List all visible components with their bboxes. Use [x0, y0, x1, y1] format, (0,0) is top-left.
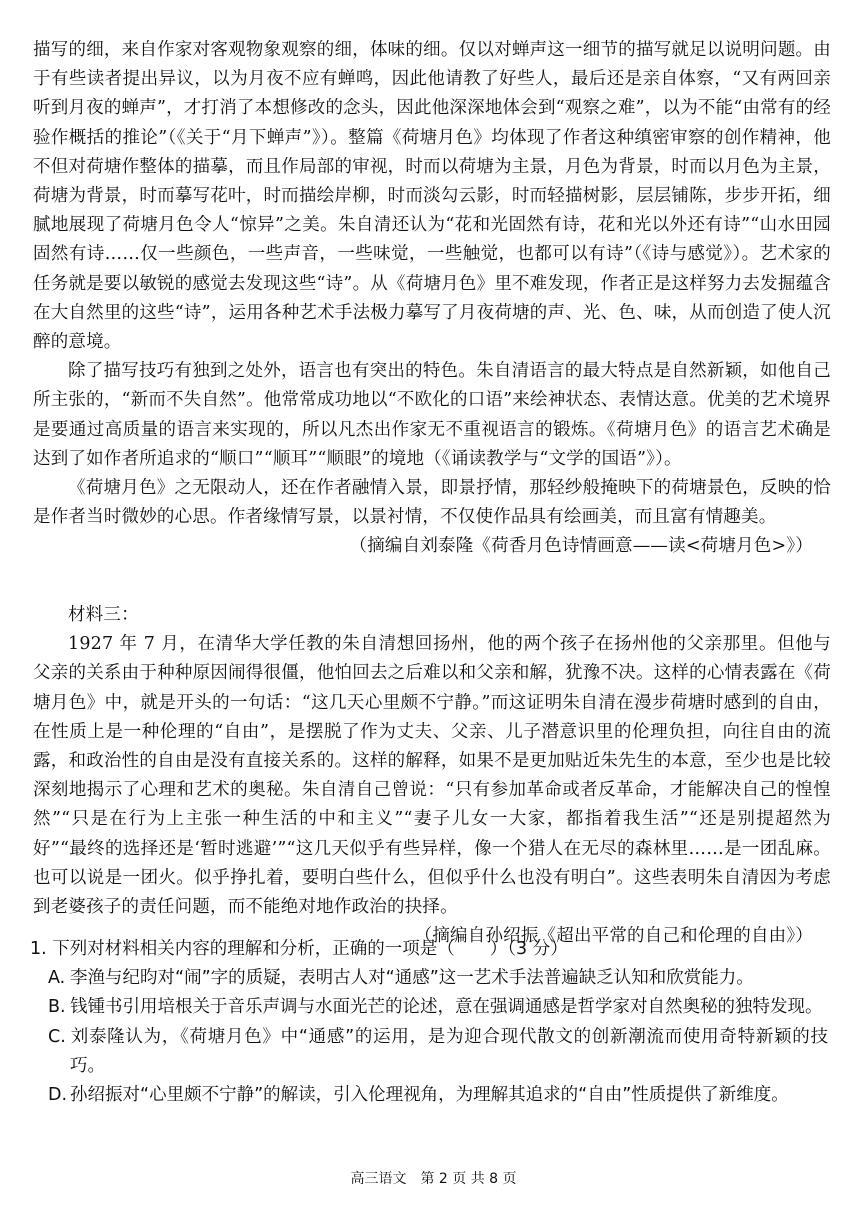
option-text: 钱锺书引用培根关于音乐声调与水面光芒的论述，意在强调通感是哲学家对自然奥秘的独特发现。	[70, 997, 823, 1018]
option-letter: B.	[48, 997, 66, 1018]
paragraph-language: 除了描写技巧有独到之处外，语言也有突出的特色。朱自清语言的最大特点是自然新颖，如他自己所主张的，“新而不失自然”。他常常成功地以“不欧化的口语”来绘神状态、表情达意。优美的艺术境界是要通过高质量的语言来实现的，所以凡杰出作家无不重视语言的锻炼。《荷塘月色》的语言艺术确是达到了如作者所追求的“顺口”“顺耳”“顺眼”的境地（《诵读教学与“文学的国语”》）。	[33, 361, 831, 469]
option-text: 刘泰隆认为，《荷塘月色》中“通感”的运用，是为迎合现代散文的创新潮流而使用奇特新颖的技巧。	[70, 1026, 828, 1076]
option-letter: A.	[48, 968, 66, 989]
material-two-continued	[33, 36, 831, 562]
option-letter: D.	[48, 1085, 68, 1106]
material-three-heading: 材料三：	[68, 605, 139, 625]
paragraph-observation: 描写的细，来自作家对客观物象观察的细，体味的细。仅以对蝉声这一细节的描写就足以说明问题。由于有些读者提出异议，以为月夜不应有蝉鸣，因此他请教了好些人，最后还是亲自体察，“又有两回亲听到月夜的蝉声”，才打消了本想修改的念头，因此他深深地体会到“观察之难”，以为不能“由常有的经验作概括的推论”（《关于“月下蝉声”》）。整篇《荷塘月色》均体现了作者这种缜密审察的创作精神，他不但对荷塘作整体的描摹，而且作局部的审视，时而以荷塘为主景，月色为背景，时而以月色为主景，荷塘为背景，时而摹写花叶，时而描绘岸柳，时而淡勾云影，时而轻描树影，层层铺陈，步步开拓，细腻地展现了荷塘月色令人“惊异”之美。朱自清还认为“花和光固然有诗，花和光以外还有诗”“山水田园固然有诗……仅一些颜色，一些声音，一些味觉，一些触觉，也都可以有诗”（《诗与感觉》）。艺术家的任务就是要以敏锐的感觉去发现这些“诗”。从《荷塘月色》里不难发现，作者正是这样努力去发掘蕴含在大自然里的这些“诗”，运用各种艺术手法极力摹写了月夜荷塘的声、光、色、味，从而创造了使人沉醉的意境。	[33, 40, 831, 353]
question-one	[30, 935, 828, 1110]
source-citation-sun: （摘编自孙绍振《超出平常的自己和伦理的自由》）	[414, 926, 813, 947]
option-b[interactable]	[30, 993, 828, 1022]
option-letter: C.	[48, 1026, 66, 1047]
option-text: 孙绍振对“心里颇不宁静”的解读，引入伦理视角，为理解其追求的“自由”性质提供了新维度。	[70, 1085, 789, 1106]
material-three	[33, 601, 831, 951]
option-a[interactable]	[30, 964, 828, 993]
option-c[interactable]	[30, 1023, 828, 1081]
paragraph-freedom: 1927 年 7 月，在清华大学任教的朱自清想回扬州，他的两个孩子在扬州他的父亲那里。但他与父亲的关系由于种种原因闹得很僵，他怕回去之后难以和父亲和解，犹豫不决。这样的心情表露在《荷塘月色》中，就是开头的一句话：“这几天心里颇不宁静。”而这证明朱自清在漫步荷塘时感到的自由，在性质上是一种伦理的“自由”，是摆脱了作为丈夫、父亲、儿子潜意识里的伦理负担，向往自由的流露，和政治性的自由是没有直接关系的。这样的解释，如果不是更加贴近朱先生的本意，至少也是比较深刻地揭示了心理和艺术的奥秘。朱自清自己曾说：“只有参加革命或者反革命，才能解决自己的惶惶然”“只是在行为上主张一种生活的中和主义”“妻子儿女一大家，都指着我生活”“还是别提超然为好”“最终的选择还是‘暂时逃避’”“这几天似乎有些异样，像一个猎人在无尽的森林里……是一团乱麻。也可以说是一团火。似乎挣扎着，要明白些什么，但似乎什么也没有明白”。这些表明朱自清因为考虑到老婆孩子的责任问题，而不能绝对地作政治的抉择。	[33, 634, 831, 918]
page-footer: 高三语文 第 2 页 共 8 页	[350, 1171, 517, 1187]
option-d[interactable]	[30, 1081, 828, 1110]
source-citation-liu: （摘编自刘泰隆《荷香月色诗情画意——读<荷塘月色>》）	[349, 536, 813, 557]
option-text: 李渔与纪昀对“闹”字的质疑，表明古人对“通感”这一艺术手法普遍缺乏认知和欣赏能力。	[70, 968, 754, 989]
paragraph-emotion: 《荷塘月色》之无限动人，还在作者融情入景，即景抒情，那轻纱般掩映下的荷塘景色，反映的恰是作者当时微妙的心思。作者缘情写景，以景衬情，不仅使作品具有绘画美，而且富有情趣美。	[33, 478, 831, 528]
question-stem: 1. 下列对材料相关内容的理解和分析，正确的一项是（ ）（3 分）	[30, 939, 568, 959]
